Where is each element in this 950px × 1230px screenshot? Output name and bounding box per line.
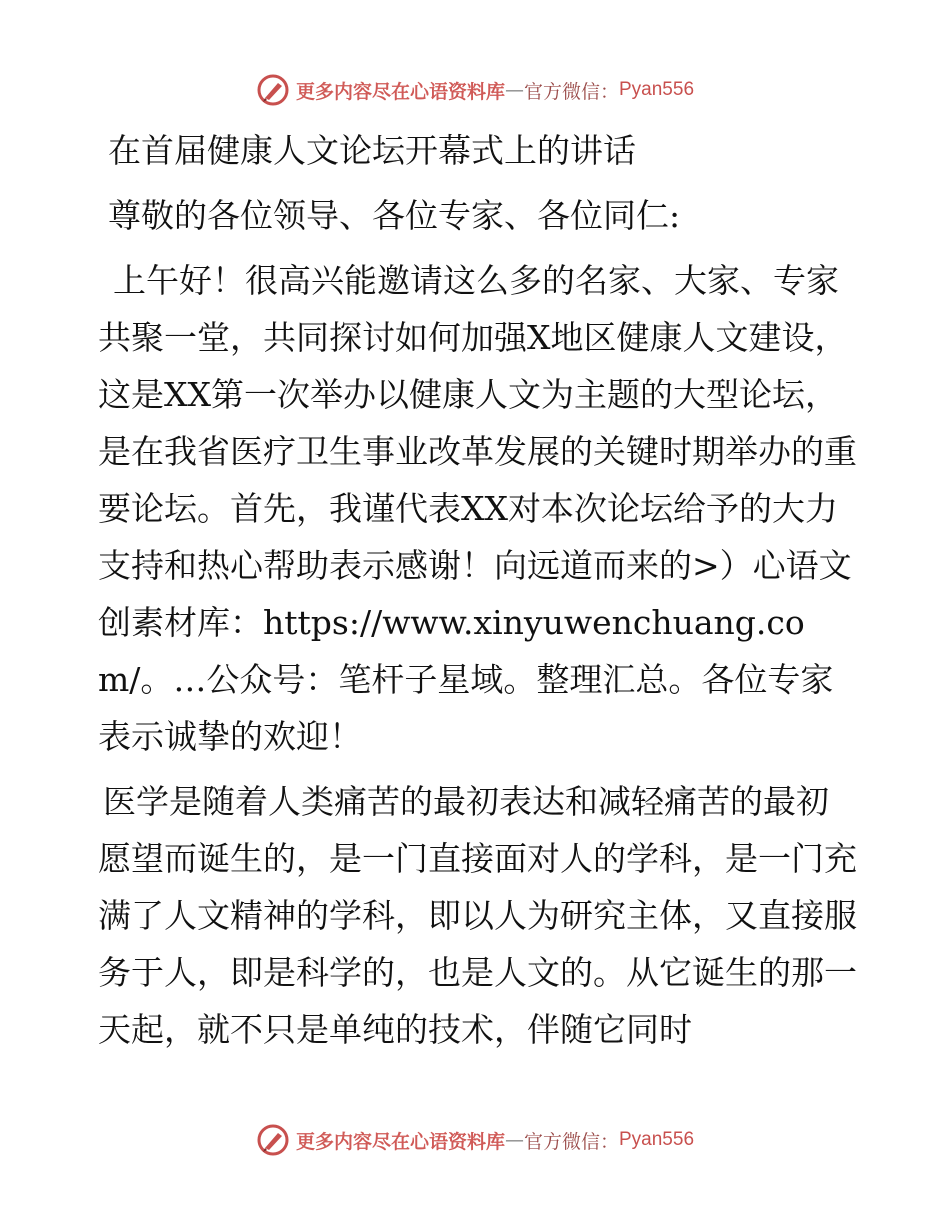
pen-logo-icon <box>256 1123 290 1157</box>
banner-wechat-id: Pyan556 <box>619 79 695 100</box>
pen-logo-icon <box>256 73 290 107</box>
banner-wechat-label: 官方微信： <box>523 1130 619 1153</box>
header-banner <box>0 70 950 110</box>
banner-separator: — <box>504 79 524 101</box>
banner-brand: 更多内容尽在心语资料库 <box>295 1130 505 1153</box>
document-body <box>98 122 858 1058</box>
document-title: 在首届健康人文论坛开幕式上的讲话 <box>108 131 636 170</box>
banner-wechat-id: Pyan556 <box>619 1129 695 1150</box>
banner-separator: — <box>504 1129 524 1151</box>
paragraph-1: 上午好！很高兴能邀请这么多的名家、大家、专家共聚一堂，共同探讨如何加强X地区健康人文建设，这是XX第一次举办以健康人文为主题的大型论坛，是在我省医疗卫生事业改革发展的关键时期举办的重要论坛。首先，我谨代表XX对本次论坛给予的大力支持和热心帮助表示感谢！向远道而来的>）心语文创素材库：https://www.xinyuwenchuang.com/。…公众号：笔杆子星域。整理汇总。各位专家表示诚挚的欢迎！ <box>98 261 857 756</box>
salutation: 尊敬的各位领导、各位专家、各位同仁: <box>108 196 681 235</box>
paragraph-2: 医学是随着人类痛苦的最初表达和减轻痛苦的最初愿望而诞生的，是一门直接面对人的学科，是一门充满了人文精神的学科，即以人为研究主体，又直接服务于人，即是科学的，也是人文的。从它诞生的那一天起，就不只是单纯的技术，伴随它同时 <box>98 782 857 1049</box>
footer-banner <box>0 1120 950 1160</box>
banner-brand: 更多内容尽在心语资料库 <box>295 80 505 103</box>
banner-wechat-label: 官方微信： <box>523 80 619 103</box>
